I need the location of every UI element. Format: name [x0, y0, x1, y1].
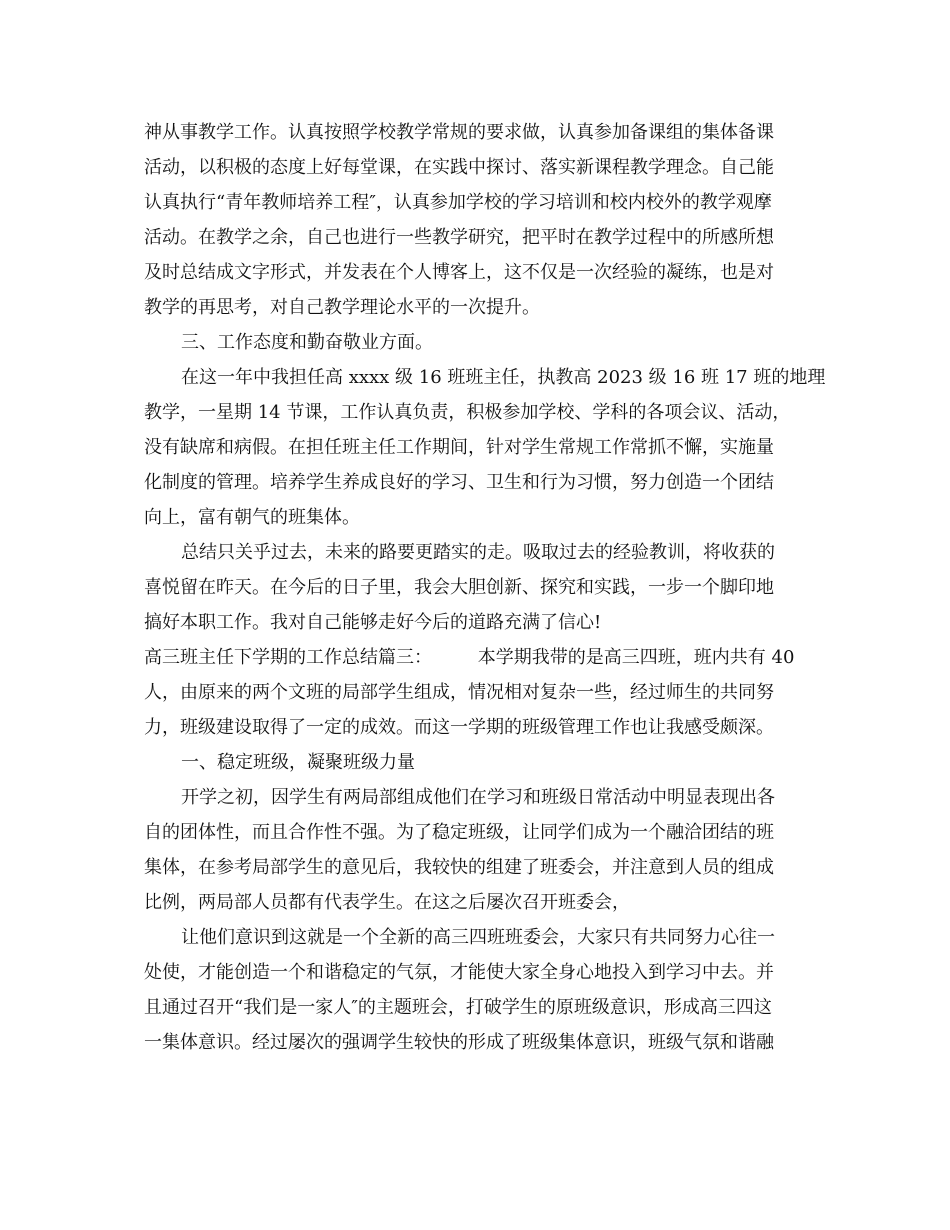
text-line: 化制度的管理。培养学生养成良好的学习、卫生和行为习惯，努力创造一个团结 — [144, 472, 774, 493]
text-line: 总结只关乎过去，未来的路要更踏实的走。吸取过去的经验教训，将收获的 — [181, 542, 775, 563]
text-line: 人，由原来的两个文班的局部学生组成，情况相对复杂一些，经过师生的共同努 — [144, 682, 774, 703]
text-line: 一集体意识。经过屡次的强调学生较快的形成了班级集体意识，班级气氛和谐融 — [144, 1032, 774, 1053]
text-line: 神从事教学工作。认真按照学校教学常规的要求做，认真参加备课组的集体备课 — [144, 122, 774, 143]
text-line: 教学的再思考，对自己教学理论水平的一次提升。 — [144, 297, 540, 318]
text-line: 集体，在参考局部学生的意见后，我较快的组建了班委会，并注意到人员的组成 — [144, 857, 774, 878]
text-line: 高三班主任下学期的工作总结篇三： 本学期我带的是高三四班，班内共有 40 — [144, 647, 795, 668]
text-line: 三、工作态度和勤奋敬业方面。 — [181, 332, 433, 353]
text-line: 开学之初，因学生有两局部组成他们在学习和班级日常活动中明显表现出各 — [181, 787, 775, 808]
text-line: 向上，富有朝气的班集体。 — [144, 507, 360, 528]
text-line: 在这一年中我担任高 xxxx 级 16 班班主任，执教高 2023 级 16 班 17 班的地理 — [181, 367, 826, 388]
text-line: 活动。在教学之余，自己也进行一些教学研究，把平时在教学过程中的所感所想 — [144, 227, 774, 248]
text-line: 喜悦留在昨天。在今后的日子里，我会大胆创新、探究和实践，一步一个脚印地 — [144, 577, 774, 598]
text-line: 认真执行“青年教师培养工程″，认真参加学校的学习培训和校内校外的教学观摩 — [144, 192, 772, 213]
text-line: 让他们意识到这就是一个全新的高三四班班委会，大家只有共同努力心往一 — [181, 927, 775, 948]
text-line: 且通过召开“我们是一家人″的主题班会，打破学生的原班级意识，形成高三四这 — [144, 997, 772, 1018]
text-line: 搞好本职工作。我对自己能够走好今后的道路充满了信心! — [144, 612, 602, 633]
text-line: 处使，才能创造一个和谐稳定的气氛，才能使大家全身心地投入到学习中去。并 — [144, 962, 774, 983]
text-line: 及时总结成文字形式，并发表在个人博客上，这不仅是一次经验的凝练，也是对 — [144, 262, 774, 283]
document-body — [144, 115, 826, 1060]
text-line: 比例，两局部人员都有代表学生。在这之后屡次召开班委会， — [144, 892, 630, 913]
text-line: 力，班级建设取得了一定的成效。而这一学期的班级管理工作也让我感受颇深。 — [144, 717, 774, 738]
text-line: 活动，以积极的态度上好每堂课，在实践中探讨、落实新课程教学理念。自己能 — [144, 157, 774, 178]
text-line: 没有缺席和病假。在担任班主任工作期间，针对学生常规工作常抓不懈，实施量 — [144, 437, 774, 458]
text-line: 教学，一星期 14 节课，工作认真负责，积极参加学校、学科的各项会议、活动， — [144, 402, 791, 423]
text-line: 一、稳定班级，凝聚班级力量 — [181, 752, 415, 773]
text-line: 自的团体性，而且合作性不强。为了稳定班级，让同学们成为一个融洽团结的班 — [144, 822, 774, 843]
